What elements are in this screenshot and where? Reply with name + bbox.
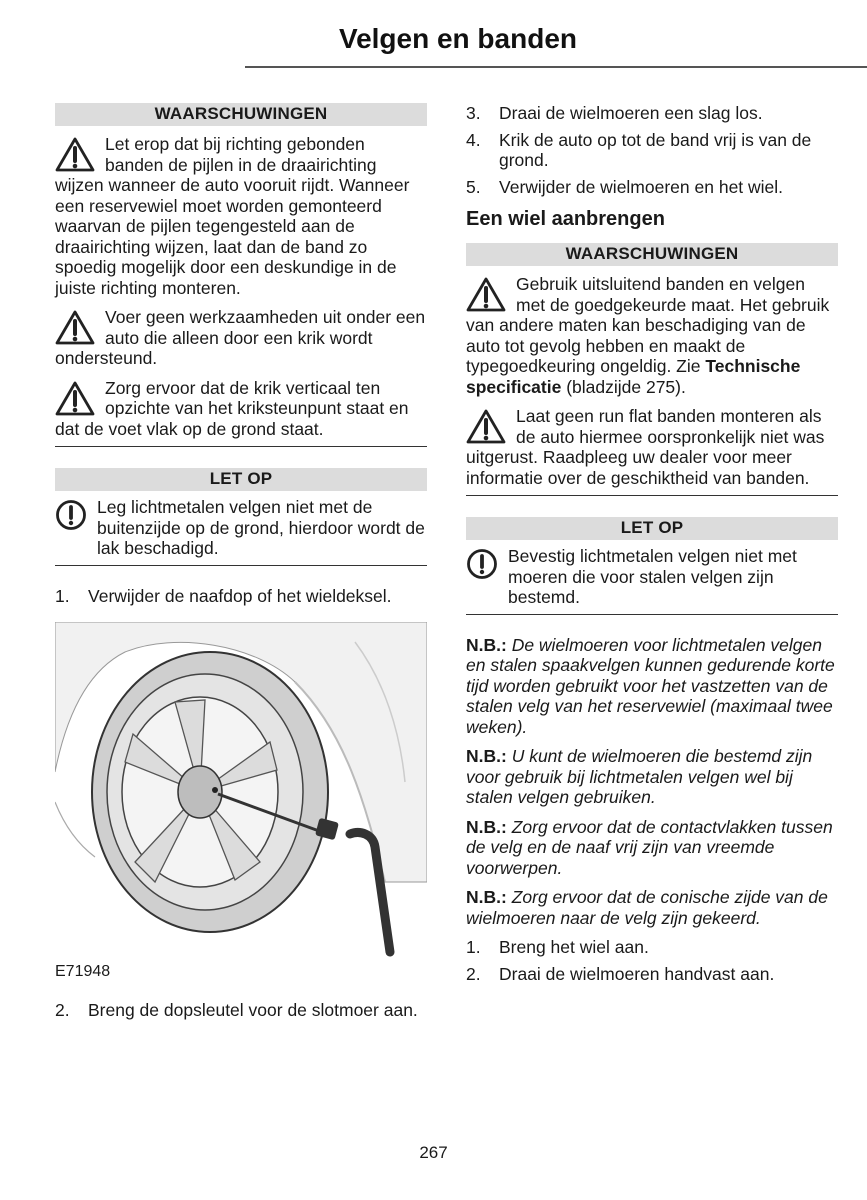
step-number: 2.: [466, 963, 481, 984]
warning-triangle-icon: [55, 310, 95, 346]
caution-heading: LET OP: [55, 468, 427, 491]
warnings-heading: WAARSCHUWINGEN: [466, 243, 838, 266]
caution-item: [466, 546, 838, 608]
step-text: Draai de wielmoeren een slag los.: [499, 103, 763, 123]
right-column: [466, 103, 838, 990]
divider: [55, 565, 427, 566]
step-item: [466, 964, 838, 985]
note-paragraph: [466, 817, 838, 879]
caution-text: Bevestig lichtmetalen velgen niet met moeren die voor stalen velgen zijn bestemd.: [508, 546, 797, 608]
warnings-heading: WAARSCHUWINGEN: [55, 103, 427, 126]
step-list: [55, 586, 427, 607]
step-text: Draai de wielmoeren handvast aan.: [499, 963, 775, 984]
warning-text: Zorg ervoor dat de krik verticaal ten opzichte van het kriksteunpunt staat en dat de voet vlak op de grond staat.: [55, 377, 409, 439]
wheel-illustration-svg: [55, 622, 427, 962]
left-column: [55, 103, 427, 1026]
warning-triangle-icon: [55, 137, 95, 173]
note-label: N.B.:: [466, 816, 507, 837]
divider: [466, 614, 838, 615]
step-number: 1.: [55, 585, 70, 606]
figure-code: E71948: [55, 963, 111, 981]
step-list: [466, 103, 838, 197]
step-list: [55, 1000, 427, 1021]
step-item: [55, 1000, 427, 1021]
step-item: [466, 103, 838, 124]
warning-text: Voer geen werkzaamheden uit onder een auto die alleen door een krik wordt ondersteund.: [55, 307, 426, 368]
caution-exclamation-icon: [466, 548, 498, 580]
step-item: [466, 937, 838, 958]
warning-text: [466, 274, 838, 397]
warning-triangle-icon: [55, 381, 95, 417]
section-heading: Een wiel aanbrengen: [466, 208, 665, 230]
step-text: Krik de auto op tot de band vrij is van de grond.: [499, 129, 812, 170]
page-title: Velgen en banden: [338, 23, 577, 54]
caution-heading: LET OP: [466, 517, 838, 540]
step-item: [466, 130, 838, 171]
warning-item: [55, 134, 427, 298]
step-item: [466, 177, 838, 198]
caution-text: Leg lichtmetalen velgen niet met de buitenzijde op de grond, hierdoor wordt de lak beschadigd.: [97, 497, 425, 559]
note-paragraph: [466, 635, 838, 738]
step-text: Verwijder de wielmoeren en het wiel.: [499, 176, 784, 197]
page-reference: (bladzijde 275).: [561, 376, 686, 397]
warning-triangle-icon: [466, 277, 506, 313]
step-number: 5.: [466, 176, 481, 197]
note-paragraph: [466, 746, 838, 808]
warning-text: Let erop dat bij richting gebonden banden de pijlen in de draairichting wijzen wanneer de auto vooruit rijdt. Wanneer een reservewiel moet worden gemonteerd waarvan de pijlen tegengesteld aan de draairichting wijzen, laat dan de band zo spoedig mogelijk door een deskundige in de juiste richting monteren.: [55, 134, 410, 298]
wheel-removal-illustration: [55, 622, 427, 962]
note-label: N.B.:: [466, 746, 507, 767]
step-number: 1.: [466, 937, 481, 958]
warning-item: [55, 378, 427, 440]
step-number: 3.: [466, 103, 481, 123]
warning-item: [55, 307, 427, 369]
note-paragraph: [466, 887, 838, 928]
warning-triangle-icon: [466, 409, 506, 445]
note-label: N.B.:: [466, 887, 507, 908]
step-text: Breng het wiel aan.: [499, 937, 649, 958]
step-item: [55, 586, 427, 607]
warning-text: Laat geen run flat banden monteren als de auto hiermee oorspronkelijk niet was uitgerust. Raadpleeg uw dealer voor meer informatie over de geschiktheid van banden.: [466, 406, 825, 488]
step-list: [466, 937, 838, 984]
note-text: U kunt de wielmoeren die bestemd zijn voor gebruik bij lichtmetalen velgen wel bij stalen velgen gebruiken.: [466, 746, 813, 808]
title-rule: [245, 66, 867, 68]
note-text: Zorg ervoor dat de conische zijde van de wielmoeren naar de velg zijn gekeerd.: [466, 887, 828, 928]
note-label: N.B.:: [466, 634, 507, 655]
warning-text-body: Gebruik uitsluitend banden en velgen met de goedgekeurde maat. Het gebruik van andere maten kan beschadiging van de auto tot gevolg hebben en maakt de typegoedkeuring ongeldig. Zie: [466, 274, 830, 376]
divider: [466, 495, 838, 496]
step-text: Breng de dopsleutel voor de slotmoer aan.: [88, 999, 418, 1020]
spec-link[interactable]: Technische specificatie: [466, 356, 801, 397]
caution-exclamation-icon: [55, 499, 87, 531]
caution-item: [55, 497, 427, 559]
note-text: Zorg ervoor dat de contactvlakken tussen de velg en de naaf vrij zijn van vreemde voorwerpen.: [466, 816, 833, 878]
warning-item: [466, 406, 838, 488]
step-number: 4.: [466, 129, 481, 150]
warning-item: [466, 274, 838, 397]
note-text: De wielmoeren voor lichtmetalen velgen en stalen spaakvelgen kunnen gedurende korte tijd worden gebruikt voor het vastzetten van de stalen velg van het reservewiel (maximaal twee weken).: [466, 634, 835, 737]
page-number: 267: [419, 1143, 448, 1162]
notes: [466, 635, 838, 929]
divider: [55, 446, 427, 447]
step-text: Verwijder de naafdop of het wieldeksel.: [88, 585, 392, 606]
step-number: 2.: [55, 999, 70, 1020]
